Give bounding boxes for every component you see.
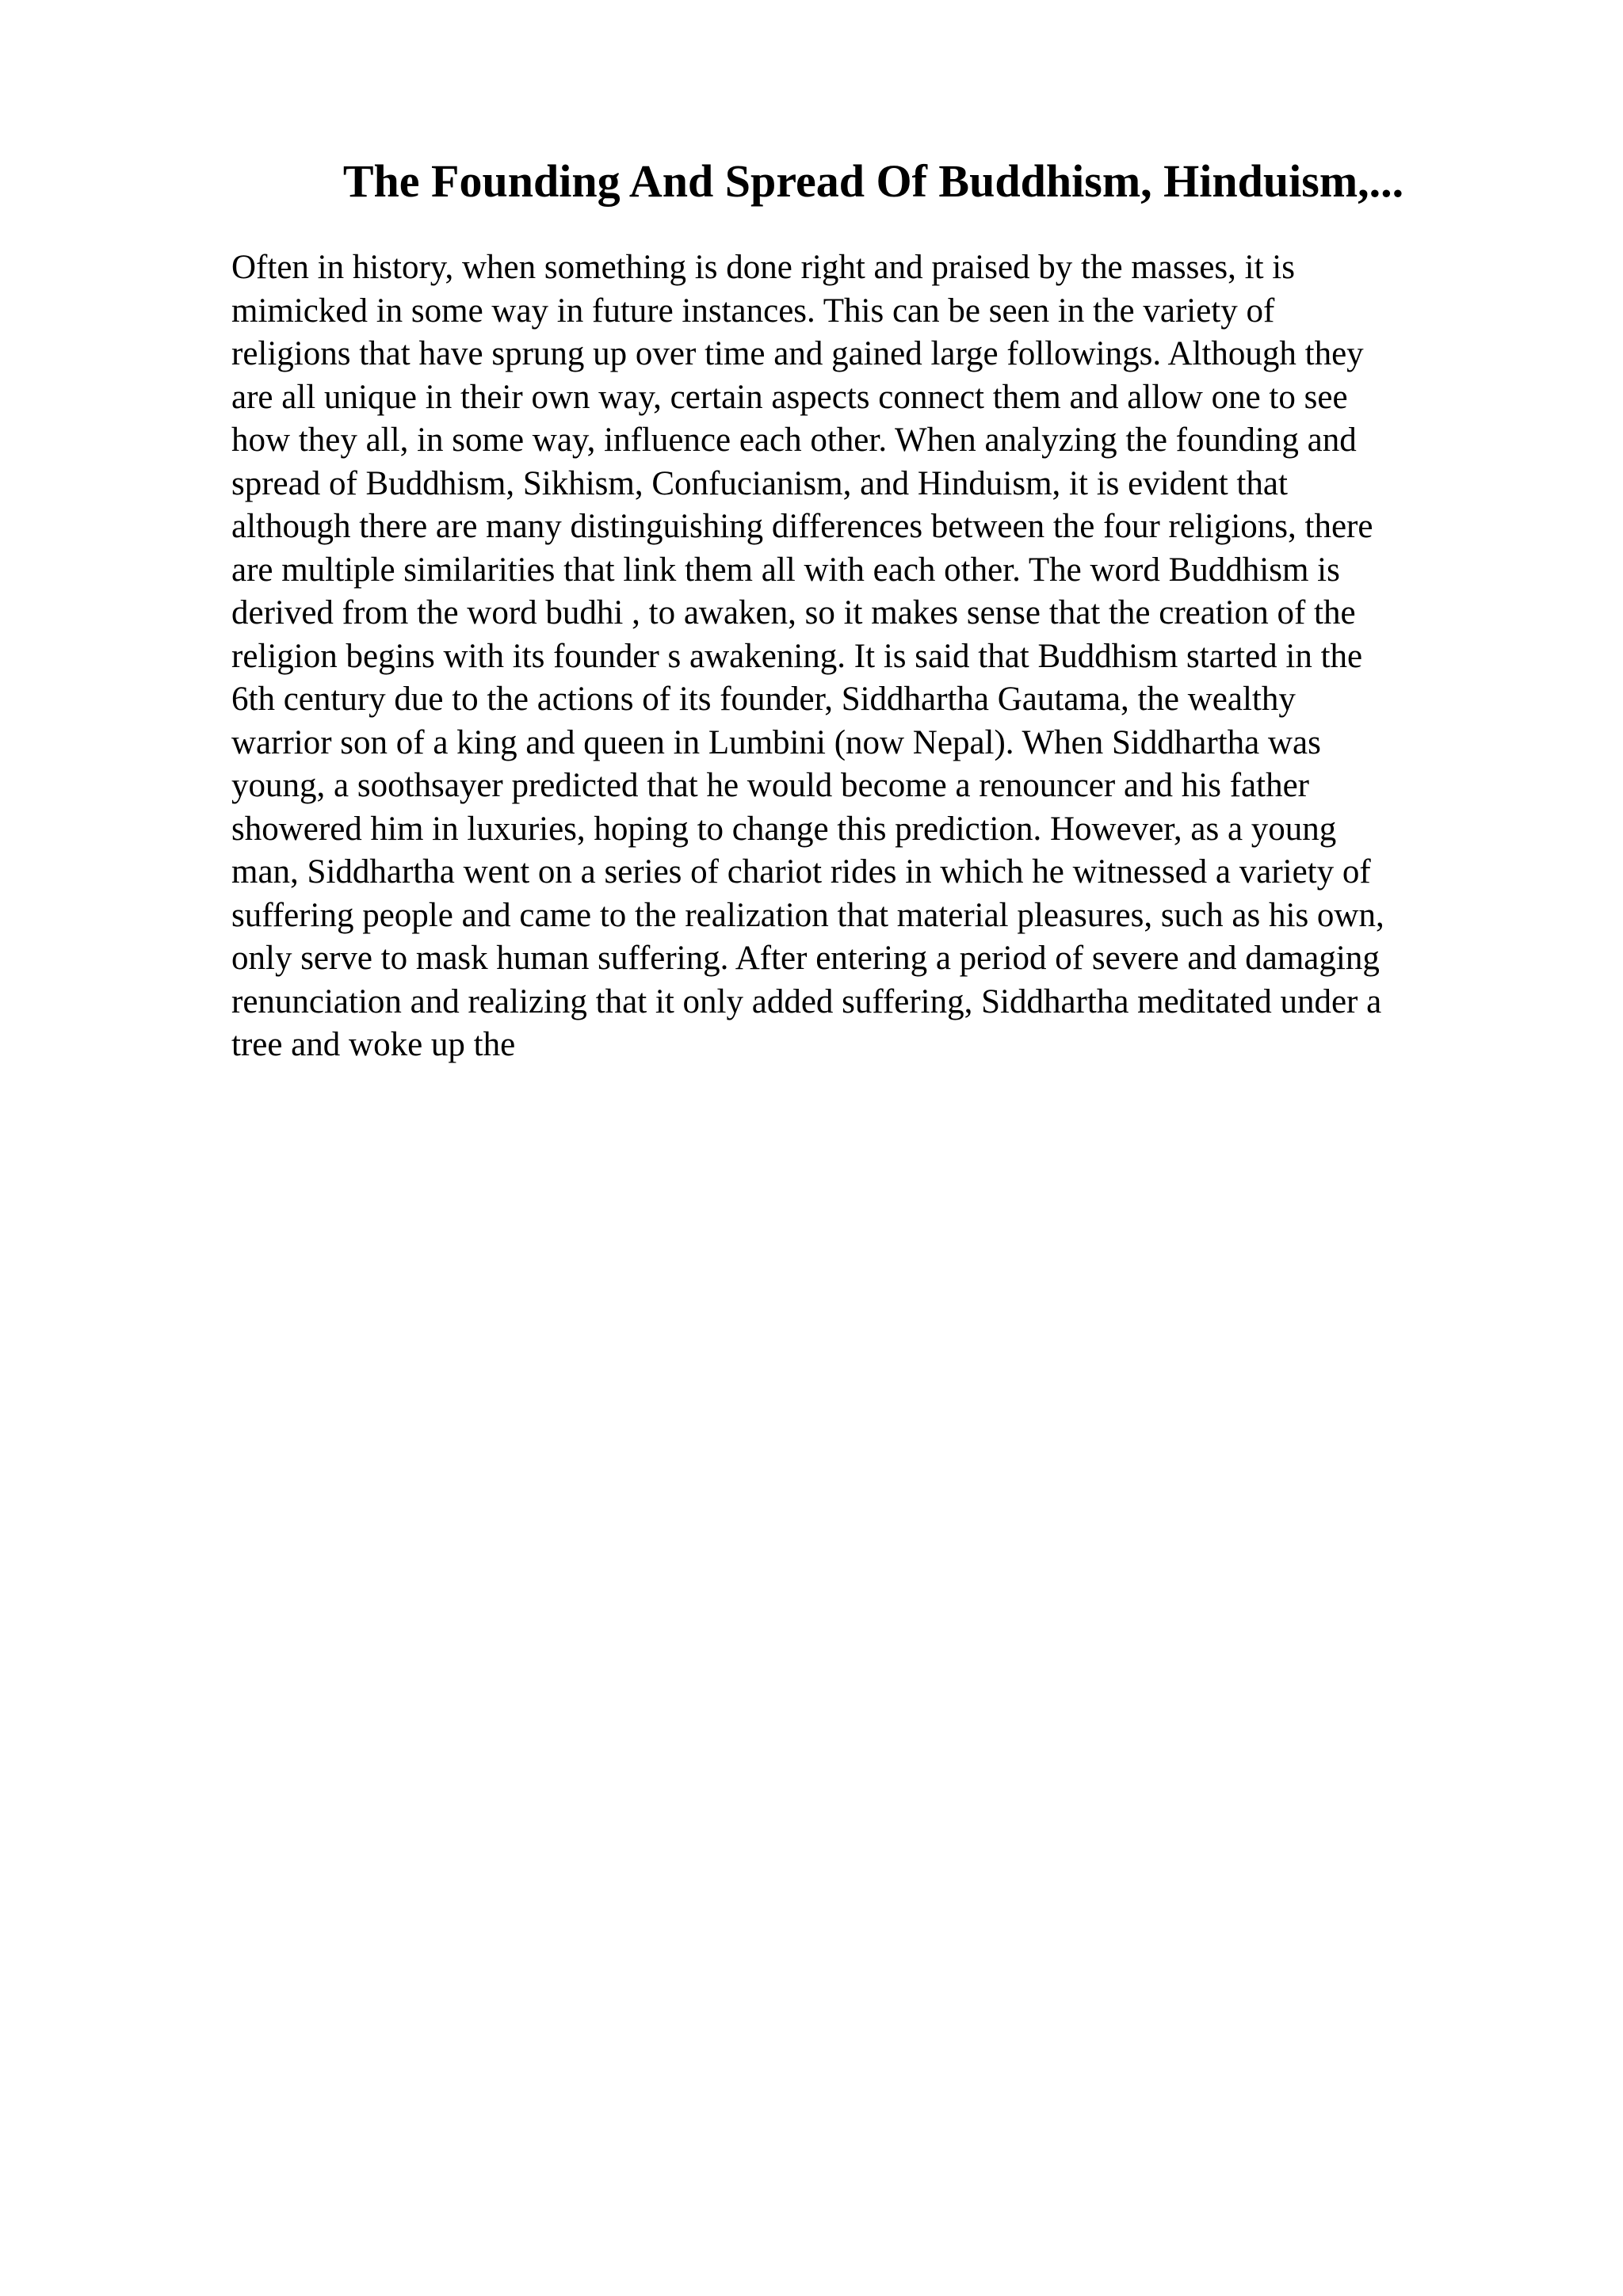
body-line: religions that have sprung up over time and gained large followings. Although they xyxy=(231,335,1364,372)
body-line: religion begins with its founder s awakening. It is said that Buddhism started in the xyxy=(231,637,1363,675)
body-line: spread of Buddhism, Sikhism, Confucianism, and Hinduism, it is evident that xyxy=(231,464,1288,502)
body-line: mimicked in some way in future instances. This can be seen in the variety of xyxy=(231,292,1275,330)
body-line: suffering people and came to the realization that material pleasures, such as his own, xyxy=(231,896,1384,934)
body-line: are multiple similarities that link them all with each other. The word Buddhism is xyxy=(231,551,1340,589)
body-line: renunciation and realizing that it only added suffering, Siddhartha meditated under a xyxy=(231,982,1382,1020)
body-line: how they all, in some way, influence each other. When analyzing the founding and xyxy=(231,421,1357,459)
body-line: are all unique in their own way, certain aspects connect them and allow one to see xyxy=(231,378,1348,416)
document-body xyxy=(231,246,1499,1067)
body-line: Often in history, when something is done right and praised by the masses, it is xyxy=(231,249,1295,286)
body-line: only serve to mask human suffering. After entering a period of severe and damaging xyxy=(231,940,1380,977)
body-line: derived from the word budhi , to awaken, so it makes sense that the creation of the xyxy=(231,594,1356,631)
body-line: showered him in luxuries, hoping to change this prediction. However, as a young xyxy=(231,810,1337,848)
body-line: although there are many distinguishing differences between the four religions, there xyxy=(231,508,1373,545)
body-line: young, a soothsayer predicted that he would become a renouncer and his father xyxy=(231,767,1309,804)
body-line: man, Siddhartha went on a series of chariot rides in which he witnessed a variety of xyxy=(231,853,1371,891)
body-line: tree and woke up the xyxy=(231,1026,516,1063)
body-line: 6th century due to the actions of its founder, Siddhartha Gautama, the wealthy xyxy=(231,681,1296,718)
document-title: The Founding And Spread Of Buddhism, Hinduism,... xyxy=(342,155,1404,207)
body-line: warrior son of a king and queen in Lumbini (now Nepal). When Siddhartha was xyxy=(231,723,1321,761)
